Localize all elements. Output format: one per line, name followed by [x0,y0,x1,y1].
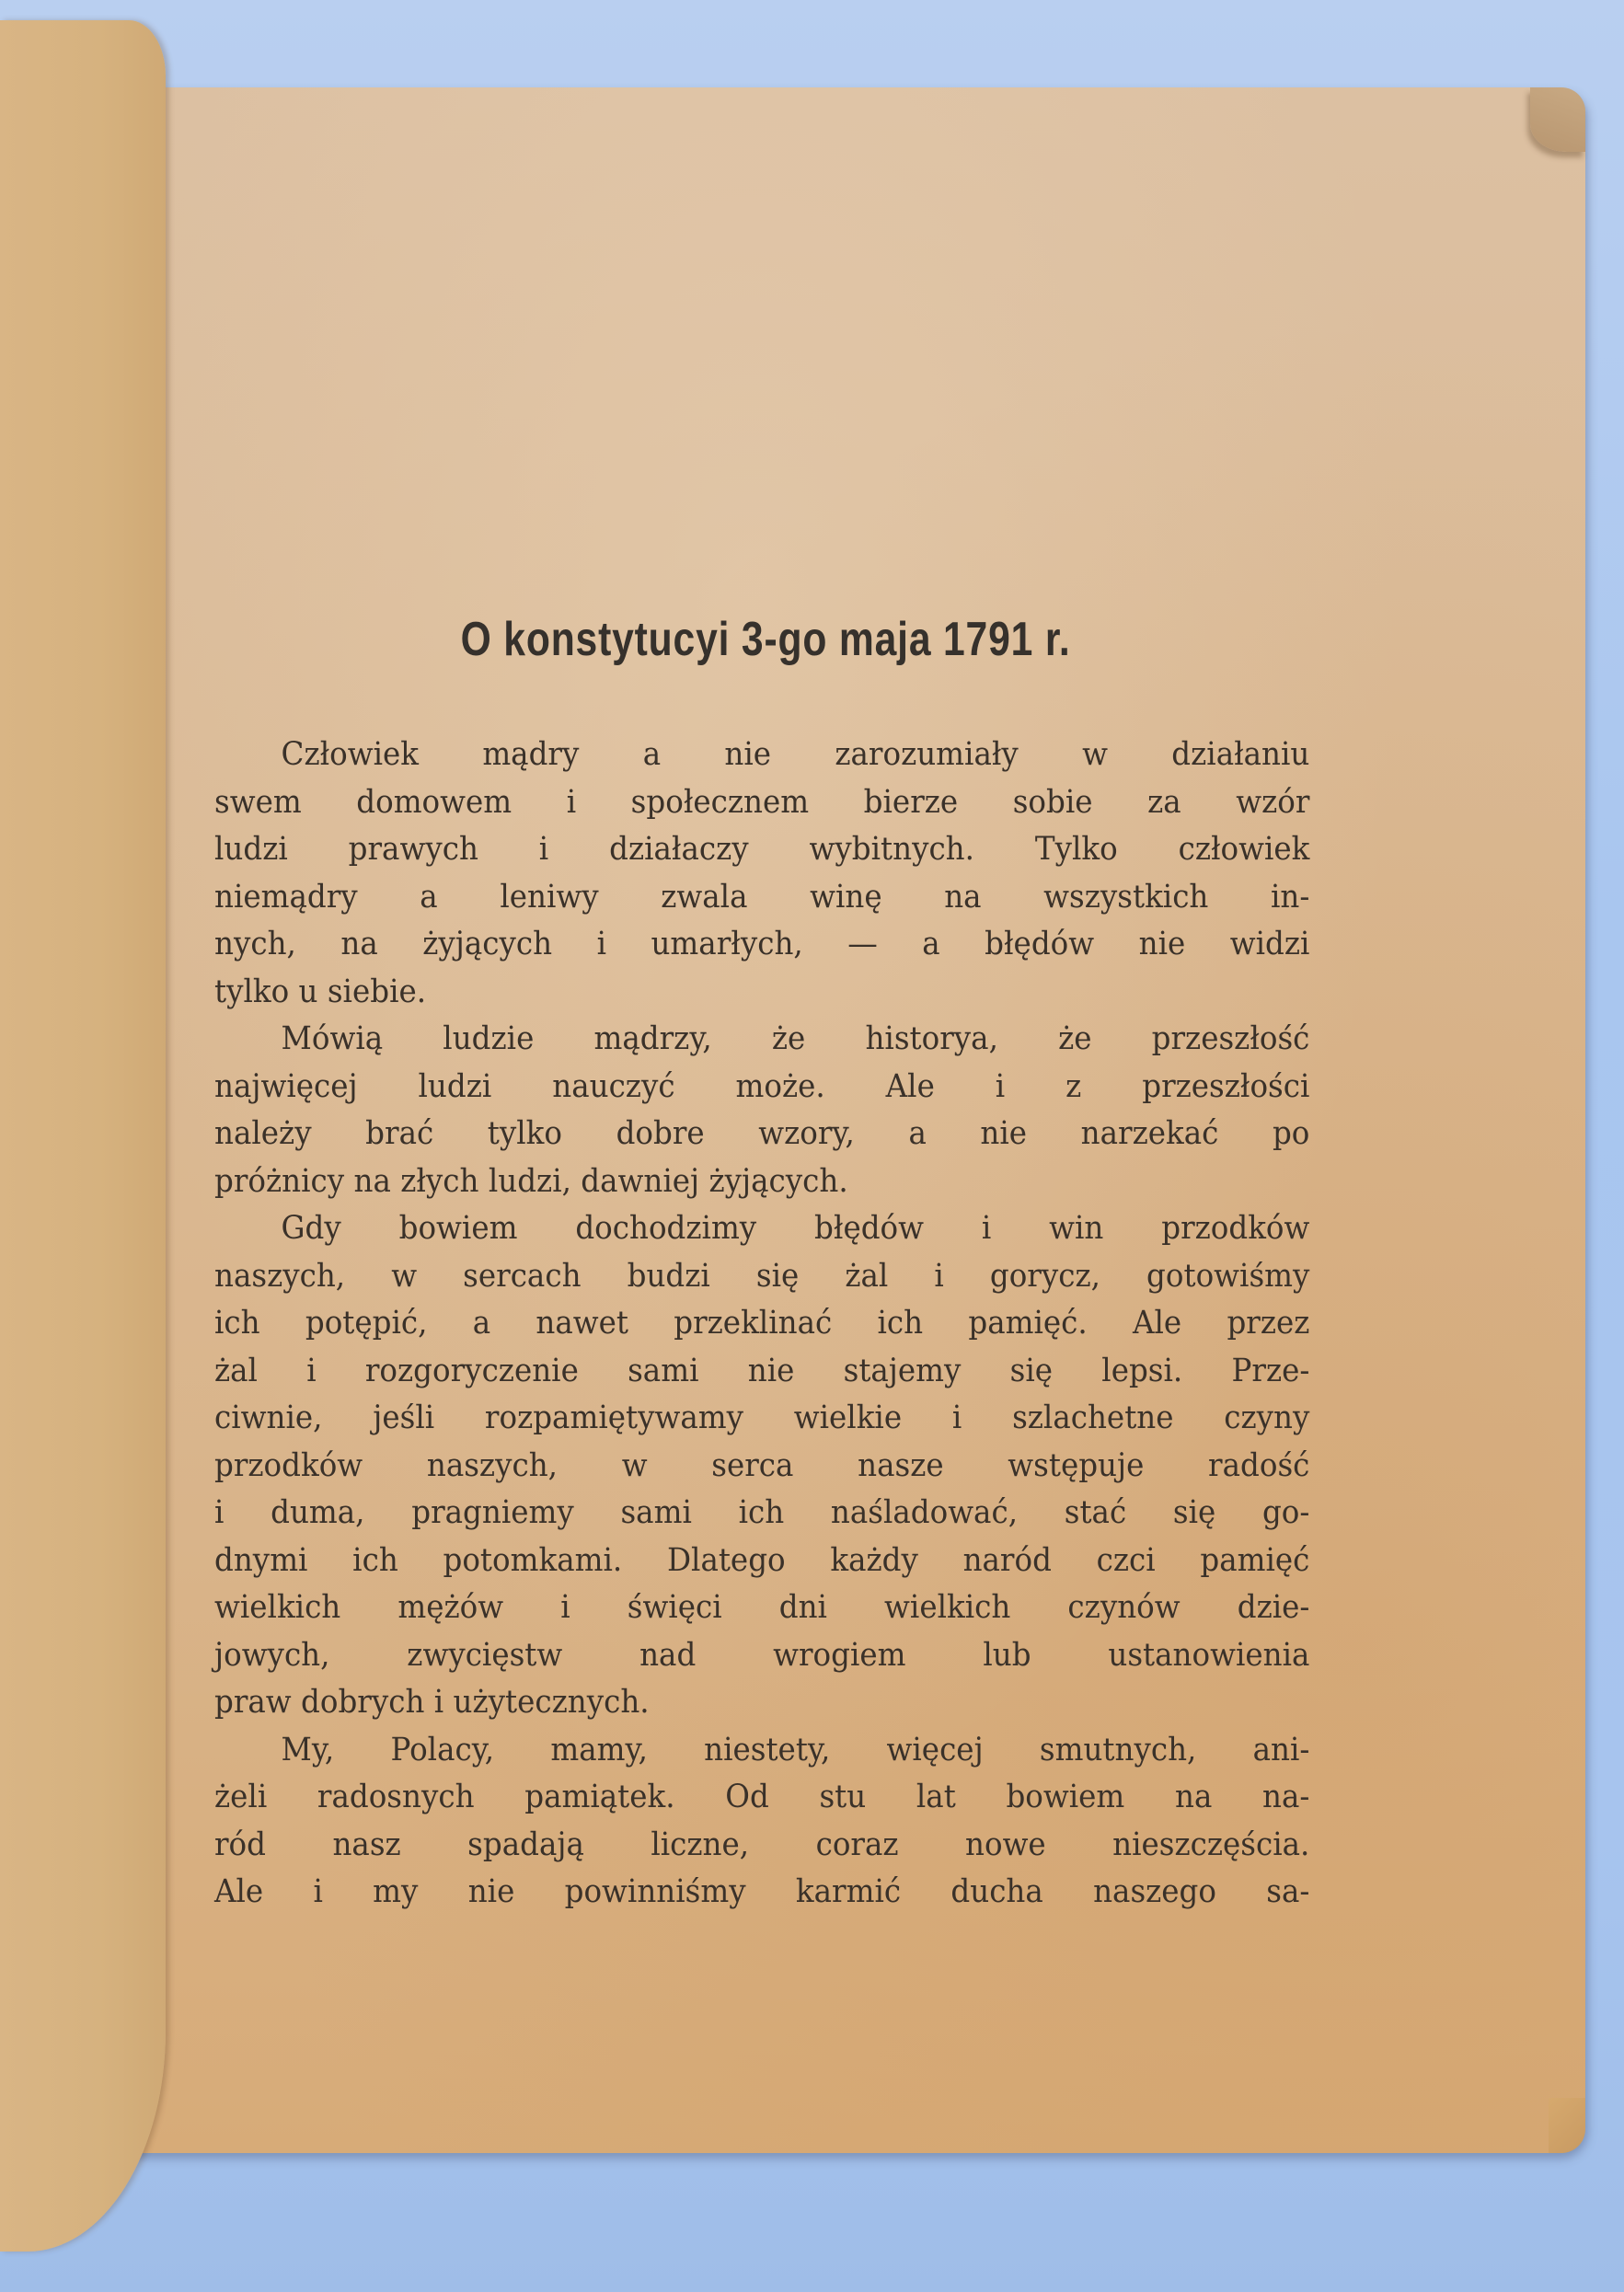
worn-corner [1549,2098,1585,2153]
text-line: dnymi ich potomkami. Dlatego każdy naród czci pamięć [214,1541,1310,1579]
paragraph-4 [214,1727,1309,1917]
text-line: Człowiek mądry a nie zarozumiały w działaniu [281,736,1310,773]
page-title: O konstytucyi 3-go maja 1791 r. [460,613,1071,666]
text-line: żeli radosnych pamiątek. Od stu lat bowiem na na- [214,1779,1310,1815]
text-line: swem domowem i społecznem bierze sobie za wzór [214,783,1310,821]
text-line: My, Polacy, mamy, niestety, więcej smutnych, ani- [281,1731,1310,1768]
body-text [214,731,1309,1917]
paragraph-2 [214,1016,1309,1205]
text-line: i duma, pragniemy sami ich naśladować, stać się go- [214,1494,1310,1531]
text-line: przodków naszych, w serca nasze wstępuje radość [214,1446,1310,1484]
text-line: Mówią ludzie mądrzy, że historya, że przeszłość [281,1020,1310,1057]
text-line: żal i rozgoryczenie sami nie stajemy się lepsi. Prze- [214,1352,1310,1389]
page-content [214,612,1309,1917]
text-line: niemądry a leniwy zwala winę na wszystkich in- [214,878,1310,916]
text-line: próżnicy na złych ludzi, dawniej żyjących. [214,1162,848,1200]
book-page [72,87,1585,2153]
left-facing-page [0,20,166,2252]
text-line: tylko u siebie. [214,973,427,1010]
text-line: jowych, zwycięstw nad wrogiem lub ustanowienia [214,1636,1310,1674]
text-line: ród nasz spadają liczne, coraz nowe nieszczęścia. [214,1826,1310,1863]
text-line: ich potępić, a nawet przeklinać ich pamięć. Ale przez [214,1305,1310,1342]
text-line: ciwnie, jeśli rozpamiętywamy wielkie i szlachetne czyny [214,1399,1310,1436]
text-line: Gdy bowiem dochodzimy błędów i win przodków [281,1210,1310,1247]
paragraph-1 [214,731,1309,1016]
text-line: wielkich mężów i święci dni wielkich czynów dzie- [214,1589,1310,1626]
text-line: należy brać tylko dobre wzory, a nie narzekać po [214,1115,1310,1152]
text-line: ludzi prawych i działaczy wybitnych. Tylko człowiek [214,831,1310,868]
dog-eared-corner [1530,87,1585,152]
paragraph-3 [214,1205,1309,1727]
text-line: Ale i my nie powinniśmy karmić ducha naszego sa- [214,1873,1310,1910]
text-line: naszych, w sercach budzi się żal i gorycz, gotowiśmy [214,1257,1310,1295]
text-line: praw dobrych i użytecznych. [214,1684,650,1721]
text-line: najwięcej ludzi nauczyć może. Ale i z przeszłości [214,1067,1310,1105]
text-line: nych, na żyjących i umarłych, — a błędów nie widzi [214,926,1310,962]
